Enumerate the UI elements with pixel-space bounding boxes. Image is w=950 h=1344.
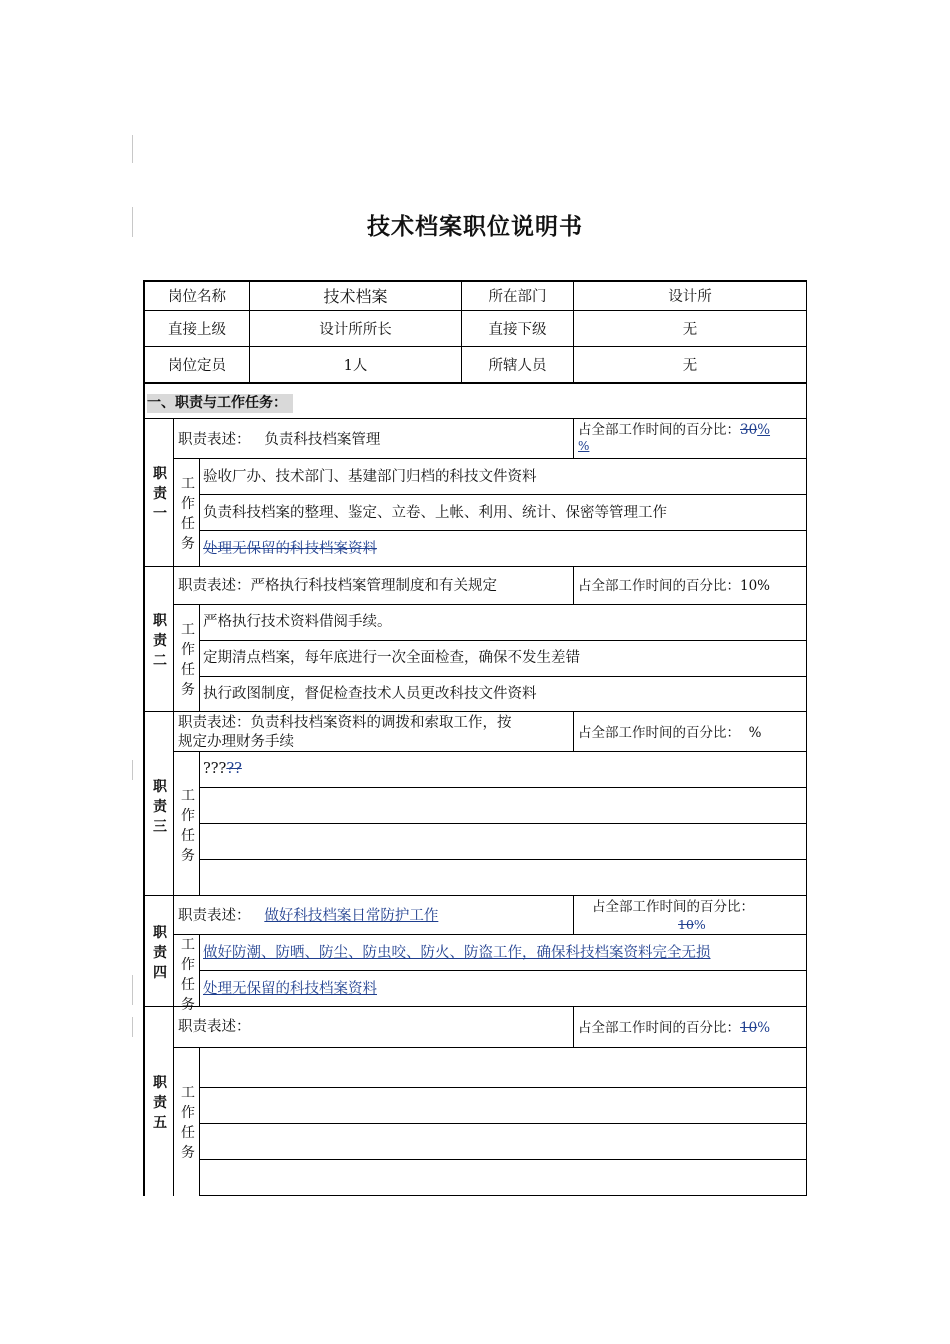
value-direct-subordinate: 无 <box>682 322 698 338</box>
task-item: 定期清点档案，每年底进行一次全面检查，确保不发生差错 <box>203 650 580 666</box>
task-item: 严格执行技术资料借阅手续。 <box>203 614 392 630</box>
duty-description: 职责表述：严格执行科技档案管理制度和有关规定 <box>178 578 497 594</box>
duty-description-line2: 规定办理财务手续 <box>178 734 294 750</box>
duty-label: 职责二 <box>153 613 167 669</box>
duty-time-percentage-extra: % <box>578 439 590 453</box>
task-label: 工作任务 <box>181 788 195 864</box>
value-department: 设计所 <box>668 289 712 305</box>
duty-description: 职责表述： 做好科技档案日常防护工作 <box>178 908 439 924</box>
duty-label: 职责五 <box>153 1075 167 1131</box>
duty-description: 职责表述：负责科技档案资料的调拨和索取工作，按 <box>178 715 512 731</box>
task-item: ????? <box>203 761 242 777</box>
duty-time-percentage: 占全部工作时间的百分比：30% <box>578 422 771 438</box>
duty-label: 职责一 <box>153 466 167 522</box>
task-item: 验收厂办、技术部门、基建部门归档的科技文件资料 <box>203 469 537 485</box>
margin-mark <box>132 760 133 780</box>
task-item: 做好防潮、防晒、防尘、防虫咬、防火、防盗工作，确保科技档案资料完全无损 <box>203 945 711 961</box>
value-headcount: 1人 <box>343 358 368 374</box>
page-title: 技术档案职位说明书 <box>367 214 583 240</box>
label-direct-subordinate: 直接下级 <box>488 322 547 338</box>
label-headcount: 岗位定员 <box>168 358 226 374</box>
task-label: 工作任务 <box>181 1085 195 1161</box>
label-direct-superior: 直接上级 <box>168 322 226 338</box>
duty-description: 职责表述： <box>178 1019 251 1035</box>
value-managed-staff: 无 <box>682 358 698 374</box>
duty-time-percentage: 占全部工作时间的百分比： % <box>578 725 762 741</box>
duty-time-percentage: 占全部工作时间的百分比：10% <box>578 578 771 594</box>
task-item: 处理无保留的科技档案资料 <box>203 541 377 557</box>
section-title: 一、职责与工作任务： <box>147 394 293 413</box>
task-label: 工作任务 <box>181 622 195 698</box>
task-label: 工作任务 <box>181 937 195 1013</box>
duty-time-percentage: 占全部工作时间的百分比： <box>592 899 754 915</box>
label-position-name: 岗位名称 <box>168 289 226 305</box>
duty-label: 职责四 <box>153 925 167 981</box>
task-item: 负责科技档案的整理、鉴定、立卷、上帐、利用、统计、保密等管理工作 <box>203 505 667 521</box>
task-item: 处理无保留的科技档案资料 <box>203 981 377 997</box>
task-item: 执行政图制度，督促检查技术人员更改科技文件资料 <box>203 686 537 702</box>
margin-mark <box>132 975 133 1005</box>
value-position-name: 技术档案 <box>323 287 388 306</box>
duty-time-percentage-value: 10% <box>678 917 706 932</box>
value-direct-superior: 设计所所长 <box>319 322 392 338</box>
task-label: 工作任务 <box>181 476 195 552</box>
duty-time-percentage: 占全部工作时间的百分比：10% <box>578 1020 771 1036</box>
duty-description: 职责表述： 负责科技档案管理 <box>178 432 381 448</box>
margin-mark <box>132 1017 133 1037</box>
duty-label: 职责三 <box>153 779 167 835</box>
label-department: 所在部门 <box>488 289 547 305</box>
margin-mark <box>132 135 133 163</box>
label-managed-staff: 所辖人员 <box>488 358 547 374</box>
